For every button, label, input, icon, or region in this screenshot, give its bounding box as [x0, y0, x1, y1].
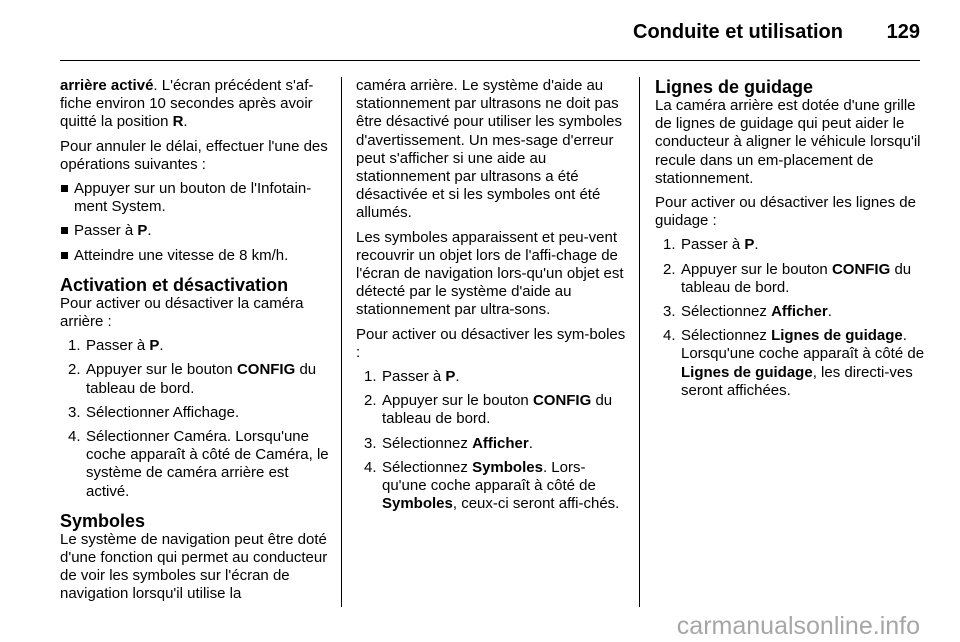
list-item: Passer à P.	[60, 222, 330, 240]
list-item: 2. Appuyer sur le bouton CONFIG du tableau de bord.	[68, 361, 317, 397]
list-item: 4. Sélectionnez Symboles. Lors-qu'une coche apparaît à côté de Symboles, ceux-ci seront affi-chés.	[364, 458, 620, 513]
column-1	[60, 77, 330, 610]
list-item: 2. Appuyer sur le bouton CONFIG du tableau de bord.	[364, 392, 613, 428]
column-divider	[341, 77, 342, 607]
list-item: 2. Appuyer sur le bouton CONFIG du tableau de bord.	[663, 260, 912, 296]
section-heading-symbols: Symboles	[60, 510, 146, 531]
watermark-link[interactable]: carmanualsonline.info	[676, 612, 920, 640]
column-2	[356, 77, 626, 519]
list-item: 3. Sélectionner Affichage.	[68, 403, 240, 421]
list-item: 4. Sélectionnez Lignes de guidage. Lorsqu'une coche apparaît à côté de Lignes de guidage, les directi-ves seront affichées.	[663, 327, 925, 399]
section-heading-activation: Activation et désactivation	[60, 274, 289, 295]
symbols-steps	[356, 368, 626, 513]
header-rule	[60, 60, 920, 61]
list-item: 1. Passer à P.	[68, 337, 164, 355]
cancel-paragraph: Pour annuler le délai, effectuer l'une des opérations suivantes :	[60, 137, 328, 173]
symbols-overlay-paragraph: Les symboles apparaissent et peu-vent recouvrir un objet lors de l'affi-chage de l'écran de navigation lors-qu'un objet est détecté par le système d'aide au stationnement par ultra-sons.	[356, 228, 624, 319]
symbols-paragraph-cont: caméra arrière. Le système d'aide au stationnement par ultrasons ne doit pas être désactivé pour utiliser les symboles d'avertissement. Un mes-sage d'erreur peut s'afficher si une aide au stationnement par ultrasons a été désactivée et si les symboles ont été allumés.	[356, 77, 622, 222]
intro-paragraph: arrière activé. L'écran précédent s'af-fiche environ 10 secondes après avoir quitté la position R.	[60, 77, 314, 131]
cancel-options-list	[60, 180, 330, 265]
list-item: 1. Passer à P.	[663, 236, 759, 254]
list-item: 4. Sélectionner Caméra. Lorsqu'une coche apparaît à côté de Caméra, le système de caméra arrière est activé.	[68, 428, 329, 500]
symbols-toggle-intro: Pour activer ou désactiver les sym-boles :	[356, 325, 626, 361]
section-heading-guidelines: Lignes de guidage	[655, 77, 814, 97]
column-3	[655, 77, 925, 406]
guidelines-toggle-intro: Pour activer ou désactiver les lignes de guidage :	[655, 194, 916, 230]
guidelines-steps	[655, 236, 925, 400]
symbols-paragraph: Le système de navigation peut être doté d'une fonction qui permet au conducteur de voir les symboles sur l'écran de navigation lorsqu'il utilise la	[60, 530, 328, 603]
list-item: 1. Passer à P.	[364, 368, 460, 386]
page-header-title: Conduite et utilisation	[633, 21, 843, 43]
list-item: Atteindre une vitesse de 8 km/h.	[60, 247, 330, 265]
guidelines-paragraph: La caméra arrière est dotée d'une grille de lignes de guidage qui peut aider le conducteur à aligner le véhicule lorsqu'il recule dans un em-placement de stationnement.	[655, 97, 921, 187]
activation-intro: Pour activer ou désactiver la caméra arrière :	[60, 294, 304, 331]
page-number: 129	[886, 21, 920, 43]
column-divider	[639, 77, 640, 607]
list-item: 3. Sélectionnez Afficher.	[364, 434, 533, 452]
list-item: Appuyer sur un bouton de l'Infotain-ment System.	[60, 180, 330, 216]
list-item: 3. Sélectionnez Afficher.	[663, 303, 832, 321]
activation-steps	[60, 337, 330, 501]
